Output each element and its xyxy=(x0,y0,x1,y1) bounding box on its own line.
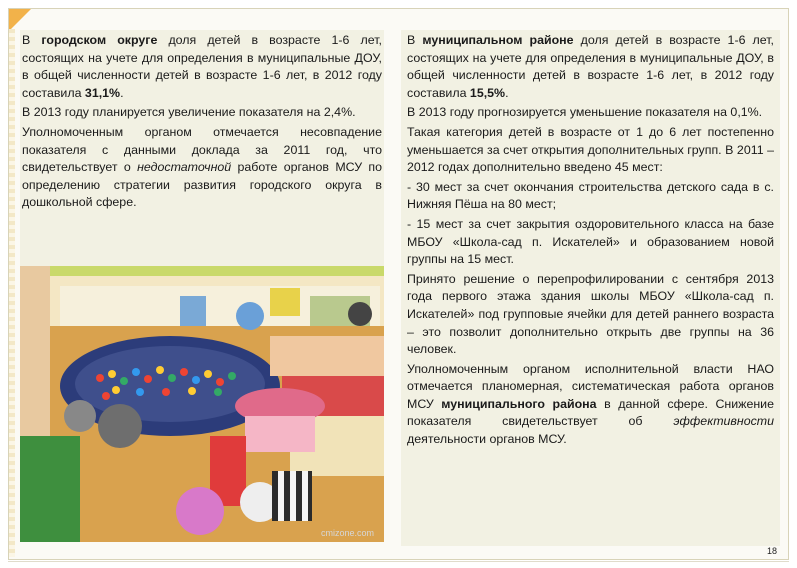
photo-watermark: cmizone.com xyxy=(320,528,374,538)
text-run: . xyxy=(120,85,124,100)
text-run: Уполномоченным органом отмечается несовпадение показателя с данными доклада за 2011 год, что свидетельствует о xyxy=(22,124,382,175)
text-run: В xyxy=(22,33,42,47)
text-run: . xyxy=(505,85,509,100)
text-run: доля детей в возрасте 1-6 лет, состоящих на учете для определения в муниципальные ДОУ, в общей численности детей в возрасте 1-6 лет, в 2012 году составила xyxy=(407,33,774,100)
left-paragraph-3 xyxy=(22,124,382,212)
emphasis-insufficient: недостаточной xyxy=(137,160,232,175)
footer-divider xyxy=(8,561,789,562)
emphasis-effectiveness: эффективности xyxy=(673,414,774,429)
left-paragraph-2: В 2013 году планируется увеличение показателя на 2,4%. xyxy=(22,105,356,120)
emphasis-percentage: 15,5% xyxy=(469,85,506,100)
text-run: В xyxy=(407,33,423,47)
page-number: 18 xyxy=(766,546,777,556)
right-paragraph-2: В 2013 году прогнозируется уменьшение показателя на 0,1%. xyxy=(407,105,763,120)
right-paragraph-5: - 15 мест за счет закрытия оздоровительного класса на базе МБОУ «Школа-сад п. Искателей» и образованием новой группы на 15 мест. xyxy=(407,216,774,267)
right-paragraph-1 xyxy=(407,32,774,102)
text-run: Уполномоченным органом исполнительной власти НАО отмечается планомерная, систематическая работа органов МСУ xyxy=(407,361,774,411)
text-run: работе органов МСУ по определению стратегии развития городского округа в дошкольной сфере. xyxy=(22,160,382,210)
emphasis-municipal-district: муниципальном районе xyxy=(422,33,574,47)
playroom-illustration xyxy=(20,266,384,542)
emphasis-percentage: 31,1% xyxy=(84,85,121,100)
right-paragraph-3: Такая категория детей в возрасте от 1 до 6 лет постепенно уменьшается за счет открытия дополнительных групп. В 2011 – 2012 годах дополнительно введено 45 мест: xyxy=(407,124,774,175)
left-paragraph-1 xyxy=(22,32,382,102)
right-text-panel xyxy=(401,30,780,546)
right-paragraph-4: - 30 мест за счет окончания строительства детского сада в с. Нижняя Пёша на 80 мест; xyxy=(407,179,774,212)
left-text-panel xyxy=(20,30,384,266)
text-run: доля детей в возрасте 1-6 лет, состоящих на учете для определения в муниципальные ДОУ, в общей численности детей в возрасте 1-6 лет, в 2012 году составила xyxy=(22,33,382,100)
text-run: в данной сфере. Снижение показателя свидетельствует об xyxy=(407,396,774,429)
left-stripe xyxy=(9,29,15,557)
kindergarten-playroom-photo xyxy=(20,266,384,542)
emphasis-municipal-district: муниципального района xyxy=(441,396,597,411)
emphasis-city-district: городском округе xyxy=(41,33,158,47)
right-paragraph-6: Принято решение о перепрофилировании с сентября 2013 года первого этажа здания школы МБОУ «Школа-сад п. Искателей» под групповые ячейки для детей раннего возраста – это позволит дополнительно открыть две группы на 36 человек. xyxy=(407,271,774,357)
right-paragraph-7 xyxy=(407,361,774,449)
text-run: деятельности органов МСУ. xyxy=(407,432,567,447)
corner-accent xyxy=(9,9,31,31)
